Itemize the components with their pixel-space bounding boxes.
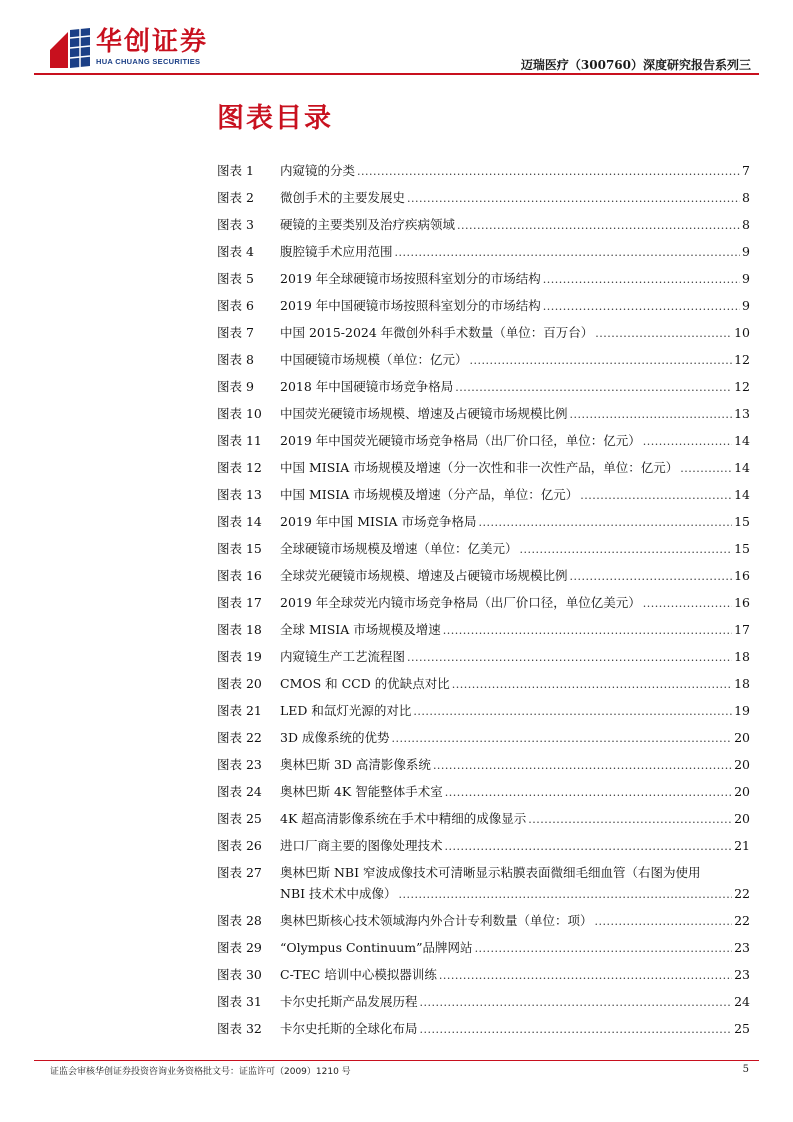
toc-entry-label: 图表 21 [217, 703, 262, 718]
huachuang-logo-icon [50, 28, 90, 68]
toc-entry-page: 9 [742, 244, 750, 259]
toc-title: 图表目录 [217, 103, 333, 134]
toc-entry-label: 图表 12 [217, 460, 262, 475]
toc-leader-dots [391, 726, 732, 752]
toc-entry-page: 15 [734, 541, 750, 556]
toc-entry-label: 图表 24 [217, 784, 262, 799]
toc-leader-dots [452, 672, 732, 698]
toc-entry-label: 图表 26 [217, 838, 262, 853]
toc-entry-caption: 2019 年全球硬镜市场按照科室划分的市场结构 [280, 271, 541, 286]
page-number: 5 [742, 1064, 749, 1075]
toc-leader-dots [470, 348, 733, 374]
toc-entry-caption: LED 和氙灯光源的对比 [280, 703, 412, 718]
toc-entry-page: 7 [742, 163, 750, 178]
toc-entry[interactable] [217, 293, 750, 320]
logo-chinese-name: 华创证券 [96, 27, 209, 57]
toc-entry-label: 图表 9 [217, 379, 254, 394]
toc-leader-dots [407, 645, 732, 671]
toc-entry[interactable] [217, 752, 750, 779]
logo-english-name: HUA CHUANG SECURITIES [96, 57, 201, 66]
toc-entry-label: 图表 13 [217, 487, 262, 502]
toc-entry[interactable] [217, 644, 750, 671]
toc-entry[interactable] [217, 401, 750, 428]
toc-entry-label: 图表 18 [217, 622, 262, 637]
toc-entry-label: 图表 15 [217, 541, 262, 556]
toc-entry-caption: 2019 年中国硬镜市场按照科室划分的市场结构 [280, 298, 541, 313]
toc-entry-page: 12 [734, 379, 750, 394]
footer-license-text: 证监会审核华创证券投资咨询业务资格批文号：证监许可（2009）1210 号 [50, 1067, 351, 1077]
toc-entry-caption: 3D 成像系统的优势 [280, 730, 390, 745]
toc-entry-page: 8 [742, 190, 750, 205]
toc-entry-label: 图表 8 [217, 352, 254, 367]
toc-entry-caption: 中国 2015-2024 年微创外科手术数量（单位：百万台） [280, 325, 594, 340]
toc-entry[interactable] [217, 1016, 750, 1043]
toc-entry-caption-continued: NBI 技术术中成像） [280, 886, 397, 901]
toc-entry-page: 18 [734, 676, 750, 691]
toc-entry-page: 16 [734, 568, 750, 583]
toc-entry[interactable] [217, 962, 750, 989]
toc-entry[interactable] [217, 428, 750, 455]
toc-entry-page: 23 [734, 967, 750, 982]
toc-entry-page: 20 [734, 811, 750, 826]
toc-entry-page: 16 [734, 595, 750, 610]
toc-leader-dots [439, 963, 732, 989]
toc-entry-label: 图表 32 [217, 1021, 262, 1036]
toc-entry-caption: 内窥镜的分类 [280, 163, 356, 178]
toc-entry[interactable] [217, 158, 750, 185]
toc-entry-page: 20 [734, 730, 750, 745]
toc-entry-page: 15 [734, 514, 750, 529]
toc-entry-caption: 2019 年中国 MISIA 市场竞争格局 [280, 514, 477, 529]
toc-leader-dots [643, 591, 732, 617]
toc-leader-dots [443, 618, 732, 644]
toc-leader-dots [420, 1017, 733, 1043]
toc-entry-caption: 全球硬镜市场规模及增速（单位：亿美元） [280, 541, 518, 556]
footer-divider [34, 1060, 759, 1061]
toc-entry[interactable] [217, 806, 750, 833]
toc-entry-caption: 奥林巴斯 3D 高清影像系统 [280, 757, 431, 772]
toc-entry-label: 图表 20 [217, 676, 262, 691]
toc-entry-caption: 4K 超高清影像系统在手术中精细的成像显示 [280, 811, 527, 826]
toc-leader-dots [357, 159, 740, 185]
toc-leader-dots [395, 240, 741, 266]
toc-entry-caption: 卡尔史托斯的全球化布局 [280, 1021, 418, 1036]
toc-leader-dots [595, 909, 733, 935]
toc-entry-caption: 2018 年中国硬镜市场竞争格局 [280, 379, 454, 394]
toc-leader-dots [520, 537, 733, 563]
toc-entry-page: 8 [742, 217, 750, 232]
toc-entry-page: 23 [734, 940, 750, 955]
toc-entry[interactable] [217, 509, 750, 536]
toc-entry-page: 14 [734, 433, 750, 448]
toc-entry-label: 图表 19 [217, 649, 262, 664]
toc-leader-dots [479, 510, 733, 536]
toc-entry-caption: 奥林巴斯 NBI 窄波成像技术可清晰显示粘膜表面微细毛细血管（右图为使用 [280, 865, 701, 880]
toc-entry-page: 17 [734, 622, 750, 637]
toc-leader-dots [580, 483, 732, 509]
toc-leader-dots [570, 402, 733, 428]
toc-entry-page: 22 [734, 913, 750, 928]
toc-entry-page: 13 [734, 406, 750, 421]
toc-leader-dots [407, 186, 740, 212]
toc-entry-caption: 硬镜的主要类别及治疗疾病领域 [280, 217, 456, 232]
toc-entry-label: 图表 31 [217, 994, 262, 1009]
toc-leader-dots [643, 429, 732, 455]
report-series-title: 迈瑞医疗（300760）深度研究报告系列三 [520, 58, 751, 72]
toc-entry-caption: 全球 MISIA 市场规模及增速 [280, 622, 441, 637]
toc-entry[interactable] [217, 698, 750, 725]
toc-leader-dots [528, 807, 732, 833]
toc-entry-label: 图表 7 [217, 325, 254, 340]
toc-entry[interactable] [217, 671, 750, 698]
toc-entry[interactable] [217, 908, 750, 935]
toc-leader-dots [475, 936, 733, 962]
toc-leader-dots [680, 456, 732, 482]
toc-leader-dots [399, 882, 733, 908]
toc-entry-label: 图表 2 [217, 190, 254, 205]
toc-entry-label: 图表 16 [217, 568, 262, 583]
toc-entry-label: 图表 29 [217, 940, 262, 955]
toc-entry[interactable] [217, 860, 750, 908]
toc-entry-label: 图表 5 [217, 271, 254, 286]
toc-leader-dots [433, 753, 732, 779]
toc-entry-page: 20 [734, 757, 750, 772]
toc-entry-label: 图表 17 [217, 595, 262, 610]
toc-entry[interactable] [217, 320, 750, 347]
toc-entry[interactable] [217, 185, 750, 212]
toc-entry[interactable] [217, 779, 750, 806]
toc-entry-caption: 卡尔史托斯产品发展历程 [280, 994, 418, 1009]
toc-entry-page: 19 [734, 703, 750, 718]
toc-entry-caption: CMOS 和 CCD 的优缺点对比 [280, 676, 450, 691]
toc-entry-page: 22 [734, 886, 750, 901]
toc-entry-label: 图表 23 [217, 757, 262, 772]
toc-leader-dots [543, 267, 740, 293]
toc-entry[interactable] [217, 374, 750, 401]
toc-entry[interactable] [217, 989, 750, 1016]
toc-entry-caption: 进口厂商主要的图像处理技术 [280, 838, 443, 853]
toc-entry-page: 9 [742, 298, 750, 313]
toc-entry-label: 图表 1 [217, 163, 254, 178]
toc-leader-dots [413, 699, 732, 725]
toc-entry-caption: 奥林巴斯 4K 智能整体手术室 [280, 784, 443, 799]
toc-entry-caption: 微创手术的主要发展史 [280, 190, 406, 205]
toc-entry[interactable] [217, 617, 750, 644]
toc-entry[interactable] [217, 482, 750, 509]
toc-entry[interactable] [217, 725, 750, 752]
toc-entry-label: 图表 4 [217, 244, 254, 259]
toc-entry-label: 图表 25 [217, 811, 262, 826]
toc-entry[interactable] [217, 590, 750, 617]
toc-entry[interactable] [217, 455, 750, 482]
toc-entry-label: 图表 22 [217, 730, 262, 745]
toc-leader-dots [420, 990, 733, 1016]
toc-leader-dots [455, 375, 732, 401]
toc-entry[interactable] [217, 536, 750, 563]
toc-leader-dots [595, 321, 732, 347]
toc-entry[interactable] [217, 212, 750, 239]
toc-entry[interactable] [217, 347, 750, 374]
toc-entry-page: 14 [734, 487, 750, 502]
toc-entry-label: 图表 30 [217, 967, 262, 982]
toc-entry-label: 图表 11 [217, 433, 262, 448]
toc-entry-label: 图表 27 [217, 865, 262, 880]
toc-entry-caption: 2019 年中国荧光硬镜市场竞争格局（出厂价口径，单位：亿元） [280, 433, 641, 448]
toc-leader-dots [445, 834, 733, 860]
toc-entry-caption: 中国荧光硬镜市场规模、增速及占硬镜市场规模比例 [280, 406, 568, 421]
toc-entry-page: 9 [742, 271, 750, 286]
toc-leader-dots [457, 213, 740, 239]
toc-entry-caption: 中国 MISIA 市场规模及增速（分一次性和非一次性产品，单位：亿元） [280, 460, 679, 475]
toc-entry[interactable] [217, 239, 750, 266]
toc-entry-caption: 奥林巴斯核心技术领域海内外合计专利数量（单位：项） [280, 913, 593, 928]
toc-entry-label: 图表 14 [217, 514, 262, 529]
toc-entry-label: 图表 28 [217, 913, 262, 928]
toc-entry[interactable] [217, 935, 750, 962]
toc-entry-caption: 中国硬镜市场规模（单位：亿元） [280, 352, 468, 367]
toc-entry-page: 18 [734, 649, 750, 664]
toc-entry[interactable] [217, 266, 750, 293]
toc-entry-caption: 中国 MISIA 市场规模及增速（分产品，单位：亿元） [280, 487, 579, 502]
toc-entry-caption: “Olympus Continuum”品牌网站 [280, 940, 473, 955]
toc-entry-page: 21 [734, 838, 750, 853]
toc-entry-caption: 全球荧光硬镜市场规模、增速及占硬镜市场规模比例 [280, 568, 568, 583]
toc-entry-caption: C-TEC 培训中心模拟器训练 [280, 967, 437, 982]
header-divider [34, 73, 759, 75]
toc-list [217, 158, 750, 1043]
toc-entry-page: 25 [734, 1021, 750, 1036]
toc-leader-dots [570, 564, 733, 590]
toc-entry-page: 20 [734, 784, 750, 799]
toc-entry-page: 10 [734, 325, 750, 340]
toc-leader-dots [543, 294, 740, 320]
toc-entry-page: 14 [734, 460, 750, 475]
toc-entry-caption: 2019 年全球荧光内镜市场竞争格局（出厂价口径，单位亿美元） [280, 595, 641, 610]
toc-entry-caption: 内窥镜生产工艺流程图 [280, 649, 406, 664]
toc-entry-caption: 腹腔镜手术应用范围 [280, 244, 393, 259]
toc-entry[interactable] [217, 563, 750, 590]
toc-entry-label: 图表 6 [217, 298, 254, 313]
toc-entry-page: 12 [734, 352, 750, 367]
toc-leader-dots [445, 780, 732, 806]
toc-entry[interactable] [217, 833, 750, 860]
toc-entry-label: 图表 10 [217, 406, 262, 421]
toc-entry-page: 24 [734, 994, 750, 1009]
toc-entry-label: 图表 3 [217, 217, 254, 232]
